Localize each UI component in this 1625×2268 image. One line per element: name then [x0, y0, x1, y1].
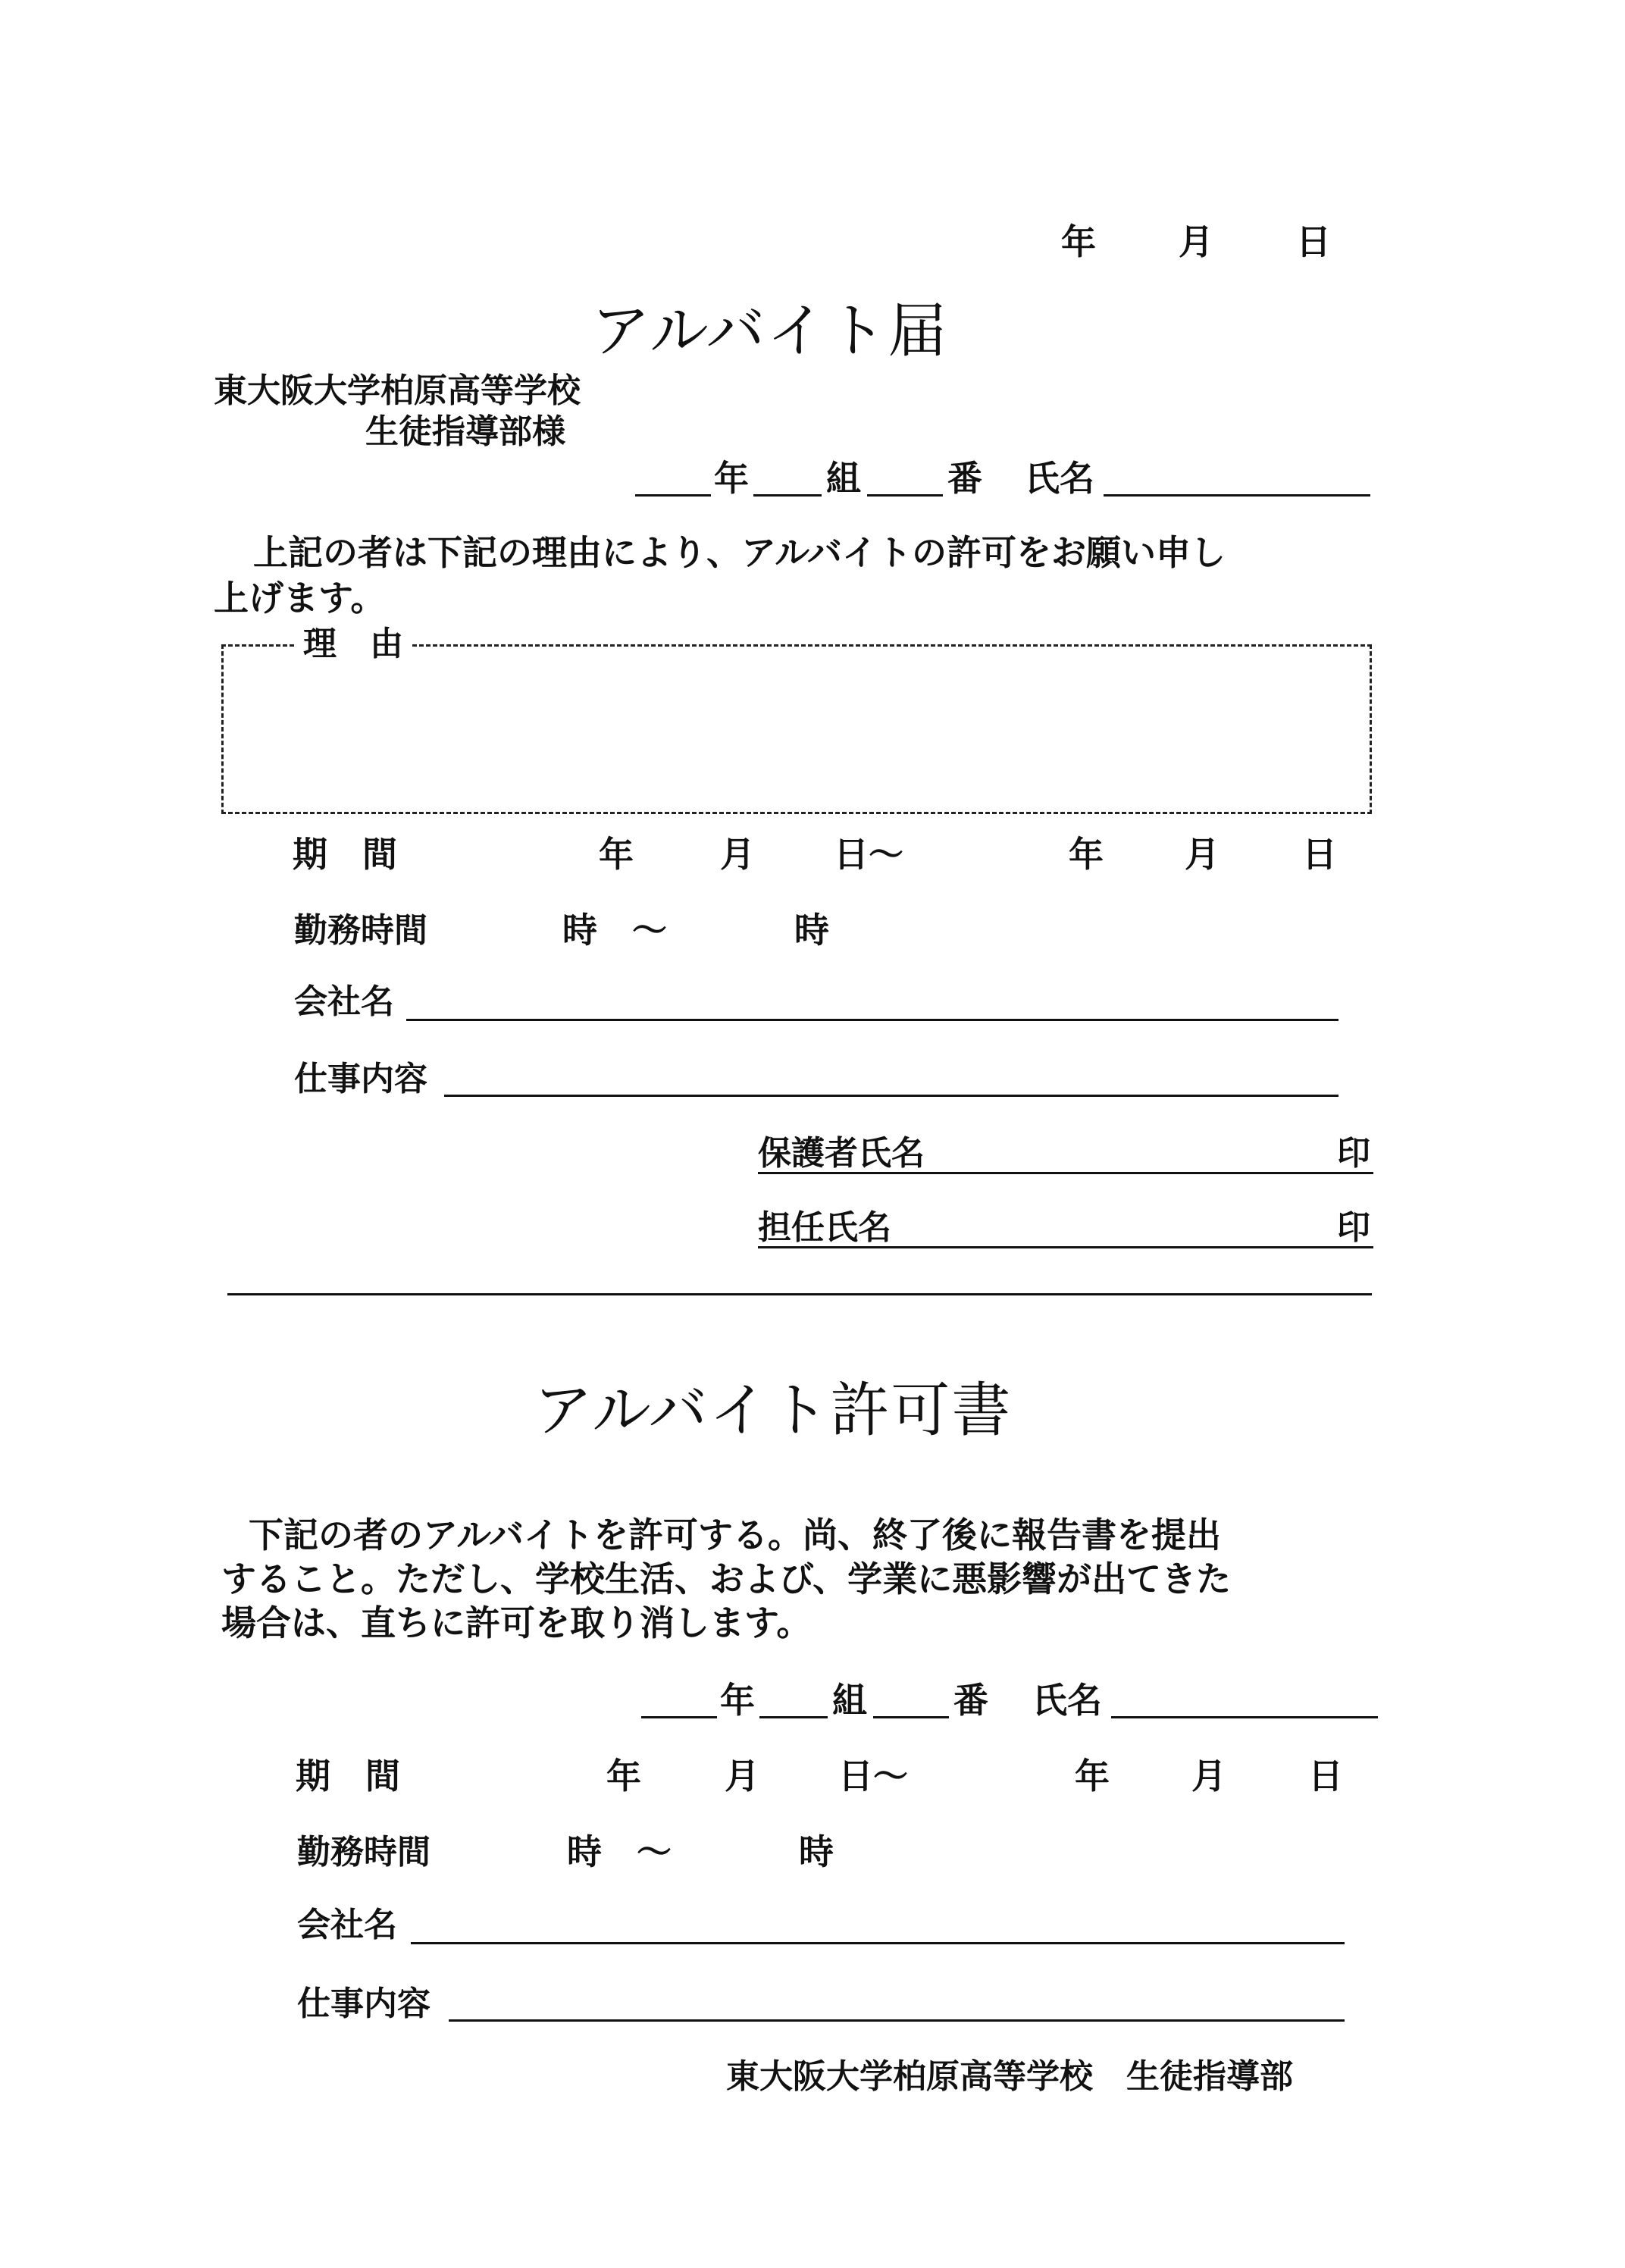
student-class-blank[interactable] — [753, 494, 822, 497]
period-year2: 年 — [1069, 834, 1104, 875]
form1-title: アルバイト届 — [591, 297, 949, 365]
hours-label: 勤務時間 — [294, 911, 427, 950]
student-name-label: 氏名 — [1025, 458, 1094, 499]
permit-student-year-blank[interactable] — [641, 1716, 717, 1718]
permit-period-day1: 日～ — [838, 1756, 908, 1797]
notice-line-2: すること。ただし、学校生活、および、学業に悪影響が出てきた — [221, 1558, 1232, 1599]
period-day2: 日 — [1302, 834, 1337, 875]
permit-period-year1: 年 — [606, 1756, 641, 1797]
permit-period-year2: 年 — [1075, 1756, 1110, 1797]
period-year1: 年 — [599, 834, 634, 875]
permit-student-year-label: 年 — [720, 1680, 755, 1721]
period-month2: 月 — [1185, 834, 1220, 875]
notice-line-3: 場合は、直ちに許可を取り消します。 — [221, 1602, 812, 1643]
student-number-label: 番 — [947, 458, 982, 499]
job-blank[interactable] — [444, 1095, 1339, 1097]
company-blank[interactable] — [406, 1019, 1339, 1021]
permit-student-name-blank[interactable] — [1111, 1716, 1378, 1718]
teacher-blank[interactable] — [758, 1246, 1373, 1248]
period-month1: 月 — [720, 834, 755, 875]
reason-box[interactable] — [221, 644, 1372, 814]
permit-period-month2: 月 — [1191, 1756, 1226, 1797]
reason-label: 理 由 — [294, 628, 412, 661]
teacher-seal: 印 — [1337, 1208, 1370, 1247]
permit-student-number-blank[interactable] — [873, 1716, 949, 1718]
student-class-label: 組 — [826, 458, 861, 499]
guardian-label: 保護者氏名 — [758, 1134, 925, 1173]
permit-hours-to: 時 — [799, 1831, 834, 1872]
student-name-blank[interactable] — [1104, 494, 1370, 497]
permit-student-class-blank[interactable] — [759, 1716, 828, 1718]
permit-hours-label: 勤務時間 — [297, 1833, 431, 1872]
request-line-2: 上げます。 — [214, 578, 386, 619]
permit-company-label: 会社名 — [297, 1906, 397, 1944]
period-label: 期 間 — [293, 834, 397, 875]
permit-job-blank[interactable] — [449, 2019, 1345, 2022]
permit-job-label: 仕事内容 — [297, 1984, 431, 2023]
permit-student-class-label: 組 — [832, 1680, 867, 1721]
guardian-blank[interactable] — [758, 1172, 1373, 1174]
form1-school: 東大阪大学柏原高等学校 — [214, 371, 581, 410]
guardian-seal: 印 — [1337, 1134, 1370, 1173]
job-label: 仕事内容 — [294, 1060, 427, 1098]
request-line-1: 上記の者は下記の理由により、アルバイトの許可をお願い申し — [253, 532, 1226, 573]
permit-period-month1: 月 — [725, 1756, 759, 1797]
hours-to: 時 — [794, 910, 829, 951]
teacher-label: 担任氏名 — [758, 1208, 891, 1247]
issuer: 東大阪大学柏原高等学校 生徒指導部 — [726, 2057, 1293, 2096]
permit-hours-from: 時 ～ — [567, 1831, 672, 1872]
permit-company-blank[interactable] — [411, 1942, 1345, 1944]
student-year-blank[interactable] — [635, 494, 711, 497]
student-number-blank[interactable] — [867, 494, 943, 497]
section-divider — [227, 1293, 1372, 1295]
date-month: 月 — [1179, 221, 1213, 262]
notice-line-1: 下記の者のアルバイトを許可する。尚、終了後に報告書を提出 — [249, 1515, 1221, 1555]
form1-dept: 生徒指導部様 — [365, 412, 565, 451]
form2-title: アルバイト許可書 — [534, 1377, 1013, 1445]
company-label: 会社名 — [294, 982, 394, 1021]
date-year: 年 — [1061, 221, 1096, 262]
permit-student-name-label: 氏名 — [1032, 1680, 1102, 1721]
date-day: 日 — [1296, 221, 1331, 262]
permit-period-day2: 日 — [1308, 1756, 1343, 1797]
hours-from: 時 ～ — [562, 910, 667, 951]
permit-student-number-label: 番 — [953, 1680, 988, 1721]
student-year-label: 年 — [714, 458, 749, 499]
permit-period-label: 期 間 — [296, 1756, 400, 1797]
period-day1: 日～ — [834, 834, 903, 875]
